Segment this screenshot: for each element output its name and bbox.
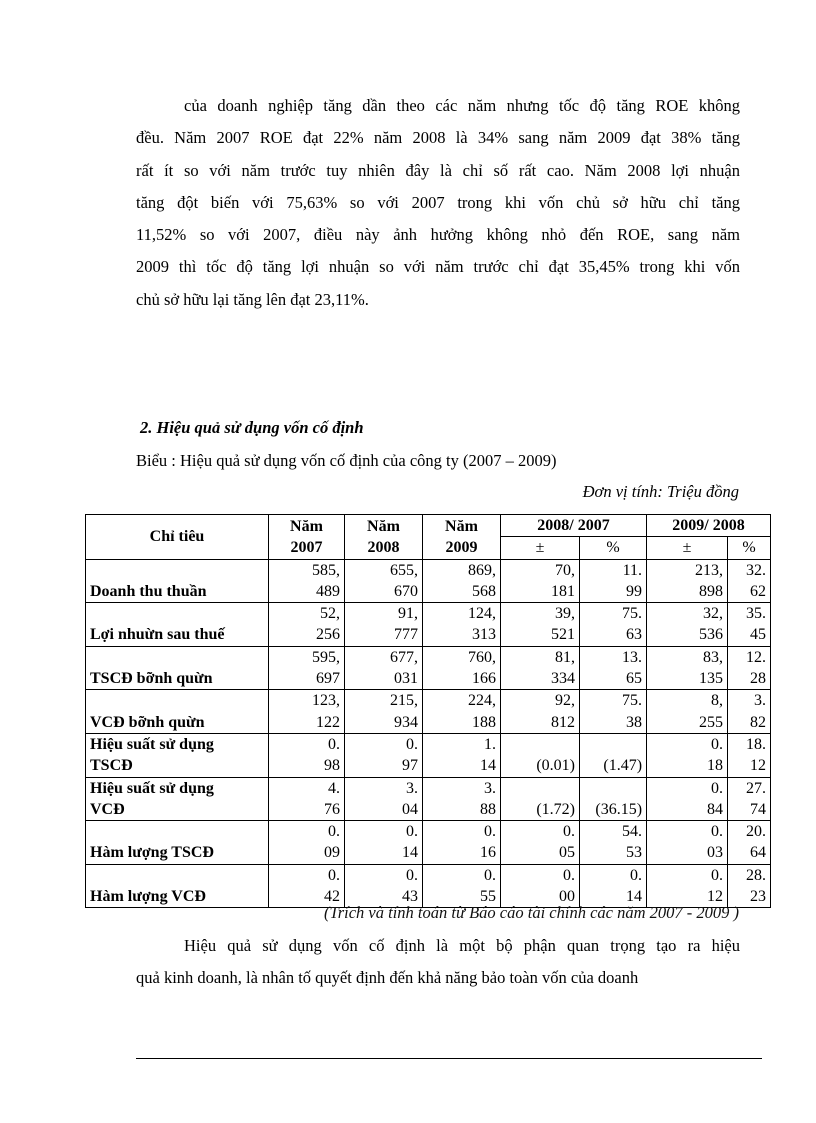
- cell-2009: 124, 313: [423, 603, 501, 647]
- cell-diff-2: 213, 898: [647, 559, 728, 603]
- header-percent: %: [728, 537, 771, 559]
- text-line: rất ít so với năm trước tuy nhiên đây là chỉ số rất cao. Năm 2008 lợi nhuận: [136, 160, 740, 180]
- paragraph-fixed-capital: [136, 930, 740, 995]
- row-label: TSCĐ bỡnh quừn: [86, 646, 269, 690]
- table-row: [86, 646, 771, 690]
- table-row: [86, 690, 771, 734]
- cell-2007: 4. 76: [269, 777, 345, 821]
- table-row: [86, 864, 771, 908]
- cell-pct-1: (1.47): [580, 733, 647, 777]
- cell-2008: 655, 670: [345, 559, 423, 603]
- paragraph-roe: [136, 90, 740, 316]
- cell-2008: 0. 97: [345, 733, 423, 777]
- header-year-2008: Năm 2008: [345, 515, 423, 560]
- cell-diff-1: 81, 334: [501, 646, 580, 690]
- cell-pct-2: 3. 82: [728, 690, 771, 734]
- cell-2008: 0. 43: [345, 864, 423, 908]
- header-plusminus: ±: [647, 537, 728, 559]
- table-caption: Biểu : Hiệu quả sử dụng vốn cố định của công ty (2007 – 2009): [136, 451, 557, 470]
- cell-diff-1: (1.72): [501, 777, 580, 821]
- cell-2007: 0. 98: [269, 733, 345, 777]
- row-label: VCĐ bỡnh quừn: [86, 690, 269, 734]
- table-row: [86, 777, 771, 821]
- footer-divider: [136, 1058, 762, 1059]
- cell-2008: 677, 031: [345, 646, 423, 690]
- cell-2009: 0. 55: [423, 864, 501, 908]
- cell-diff-1: 0. 00: [501, 864, 580, 908]
- header-year-2007: Năm 2007: [269, 515, 345, 560]
- header-year-2009: Năm 2009: [423, 515, 501, 560]
- text-line: đều. Năm 2007 ROE đạt 22% năm 2008 là 34% sang năm 2009 đạt 38% tăng: [136, 128, 740, 148]
- cell-2007: 595, 697: [269, 646, 345, 690]
- text-line: quả kinh doanh, là nhân tố quyết định đến khả năng bảo toàn vốn của doanh: [136, 968, 639, 988]
- cell-pct-2: 32. 62: [728, 559, 771, 603]
- cell-diff-1: 92, 812: [501, 690, 580, 734]
- cell-pct-1: 11. 99: [580, 559, 647, 603]
- row-label: Hàm lượng VCĐ: [86, 864, 269, 908]
- cell-diff-2: 32, 536: [647, 603, 728, 647]
- cell-pct-2: 18. 12: [728, 733, 771, 777]
- table-header-row: [86, 515, 771, 537]
- header-plusminus: ±: [501, 537, 580, 559]
- cell-pct-2: 27. 74: [728, 777, 771, 821]
- cell-pct-2: 20. 64: [728, 821, 771, 865]
- text-line: 2009 thì tốc độ tăng lợi nhuận so với năm trước chỉ đạt 35,45% trong khi vốn: [136, 257, 740, 277]
- cell-pct-1: 75. 38: [580, 690, 647, 734]
- cell-2007: 123, 122: [269, 690, 345, 734]
- cell-diff-2: 0. 18: [647, 733, 728, 777]
- text-line: chủ sở hữu lại tăng lên đạt 23,11%.: [136, 289, 369, 309]
- row-label: Hàm lượng TSCĐ: [86, 821, 269, 865]
- table-row: [86, 821, 771, 865]
- cell-diff-2: 8, 255: [647, 690, 728, 734]
- cell-2008: 215, 934: [345, 690, 423, 734]
- header-indicator: Chỉ tiêu: [86, 515, 269, 560]
- cell-pct-2: 12. 28: [728, 646, 771, 690]
- row-label: Lợi nhuừn sau thuế: [86, 603, 269, 647]
- source-note: (Trích và tính toán từ Báo cáo tài chính các năm 2007 - 2009 ): [323, 903, 739, 922]
- cell-pct-2: 35. 45: [728, 603, 771, 647]
- cell-2009: 224, 188: [423, 690, 501, 734]
- cell-diff-1: (0.01): [501, 733, 580, 777]
- cell-2009: 3. 88: [423, 777, 501, 821]
- row-label: Hiệu suất sử dụng VCĐ: [86, 777, 269, 821]
- table-row: [86, 603, 771, 647]
- cell-diff-2: 0. 12: [647, 864, 728, 908]
- cell-diff-1: 0. 05: [501, 821, 580, 865]
- cell-2008: 0. 14: [345, 821, 423, 865]
- cell-2007: 0. 09: [269, 821, 345, 865]
- header-compare-2009-2008: 2009/ 2008: [647, 515, 771, 537]
- cell-2007: 52, 256: [269, 603, 345, 647]
- cell-pct-1: 13. 65: [580, 646, 647, 690]
- cell-2009: 0. 16: [423, 821, 501, 865]
- header-compare-2008-2007: 2008/ 2007: [501, 515, 647, 537]
- cell-2007: 0. 42: [269, 864, 345, 908]
- unit-note: Đơn vị tính: Triệu đồng: [582, 482, 739, 501]
- header-percent: %: [580, 537, 647, 559]
- cell-pct-1: 54. 53: [580, 821, 647, 865]
- text-line: tăng đột biến với 75,63% so với 2007 trong khi vốn chủ sở hữu chỉ tăng: [136, 192, 740, 212]
- cell-2009: 869, 568: [423, 559, 501, 603]
- cell-pct-2: 28. 23: [728, 864, 771, 908]
- text-line: của doanh nghiệp tăng dần theo các năm nhưng tốc độ tăng ROE không: [184, 96, 740, 115]
- cell-2009: 1. 14: [423, 733, 501, 777]
- cell-diff-1: 39, 521: [501, 603, 580, 647]
- table-row: [86, 559, 771, 603]
- fixed-capital-efficiency-table: [85, 514, 771, 908]
- cell-pct-1: (36.15): [580, 777, 647, 821]
- cell-diff-2: 83, 135: [647, 646, 728, 690]
- cell-2007: 585, 489: [269, 559, 345, 603]
- cell-2008: 91, 777: [345, 603, 423, 647]
- cell-diff-2: 0. 84: [647, 777, 728, 821]
- text-line: Hiệu quả sử dụng vốn cố định là một bộ phận quan trọng tạo ra hiệu: [184, 936, 740, 955]
- cell-2008: 3. 04: [345, 777, 423, 821]
- row-label: Doanh thu thuần: [86, 559, 269, 603]
- cell-diff-1: 70, 181: [501, 559, 580, 603]
- text-line: 11,52% so với 2007, điều này ảnh hưởng không nhỏ đến ROE, sang năm: [136, 225, 740, 245]
- cell-pct-1: 0. 14: [580, 864, 647, 908]
- section-title: 2. Hiệu quả sử dụng vốn cố định: [140, 418, 364, 437]
- cell-pct-1: 75. 63: [580, 603, 647, 647]
- row-label: Hiệu suất sử dụng TSCĐ: [86, 733, 269, 777]
- cell-2009: 760, 166: [423, 646, 501, 690]
- table-row: [86, 733, 771, 777]
- cell-diff-2: 0. 03: [647, 821, 728, 865]
